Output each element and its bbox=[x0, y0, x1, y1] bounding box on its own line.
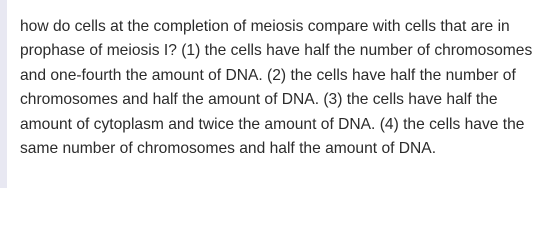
question-text: how do cells at the completion of meiosis compare with cells that are in prophase of meiosis I? (1) the cells have half the number of chromosomes and one-fourth the amount of DNA. (2) the cells have half the number of chromosomes and half the amount of DNA. (3) the cells have half the amount of cytoplasm and twice the amount of DNA. (4) the cells have the same number of chromosomes and half the amount of DNA. bbox=[20, 18, 533, 158]
left-border bbox=[0, 0, 7, 188]
